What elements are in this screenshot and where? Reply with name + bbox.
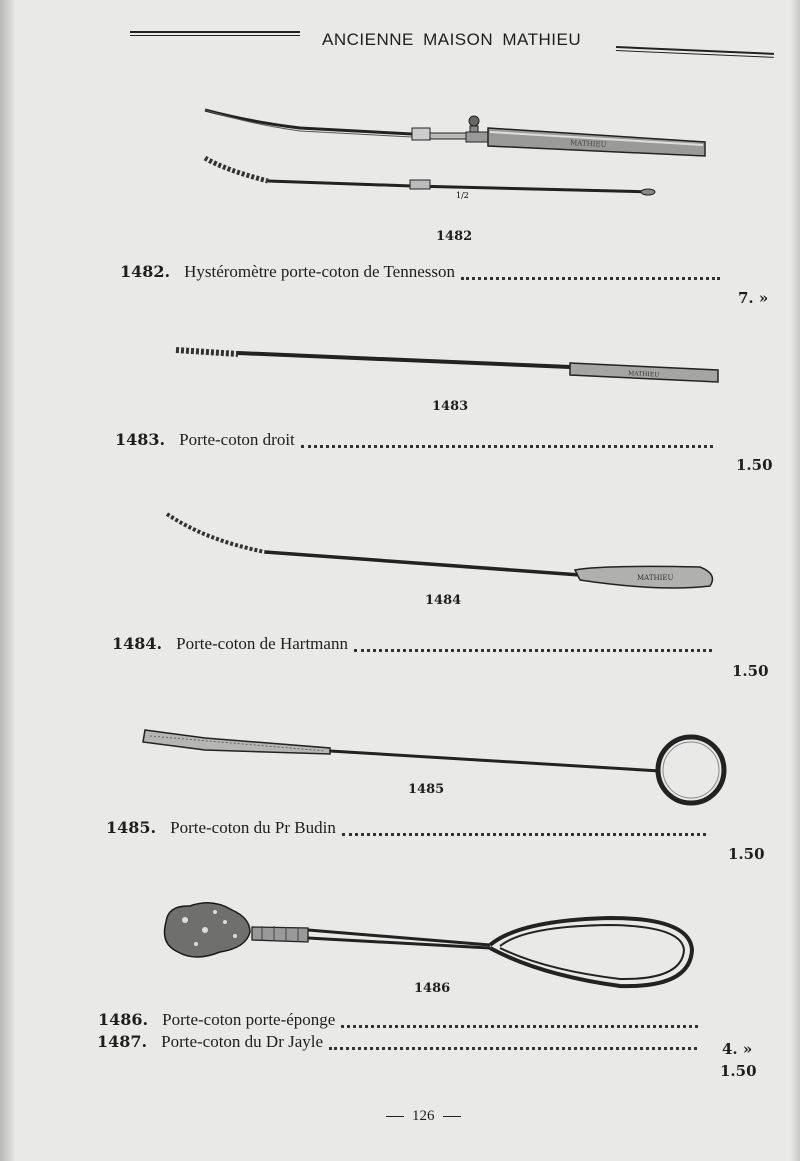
- figure-1484-engraving: MATHIEU: [637, 574, 674, 582]
- item-1487-label: Porte-coton du Dr Jayle: [161, 1032, 324, 1051]
- item-1486-price: 4. »: [722, 1040, 753, 1058]
- item-1482-label: Hystéromètre porte-coton de Tennesson: [184, 262, 455, 281]
- figure-1486-caption: 1486: [414, 981, 451, 996]
- footer-dash-left: [386, 1116, 404, 1117]
- figure-1485-caption: 1485: [408, 782, 445, 797]
- figure-1482-caption: 1482: [436, 229, 473, 244]
- item-1486-line: [98, 1010, 698, 1032]
- item-1483-number: 1483.: [115, 430, 166, 449]
- item-1486-leader-dots: [341, 1015, 698, 1028]
- item-1487-number: 1487.: [97, 1032, 148, 1051]
- item-1485-number: 1485.: [106, 818, 157, 837]
- item-1486-number: 1486.: [98, 1010, 149, 1029]
- page-number: 126: [412, 1108, 435, 1124]
- item-1485-price: 1.50: [728, 845, 765, 863]
- figure-1483-engraving: MATHIEU: [627, 370, 660, 379]
- item-1486-label: Porte-coton porte-éponge: [162, 1010, 336, 1029]
- item-1482-number: 1482.: [120, 262, 171, 281]
- page-footer: [378, 1108, 469, 1125]
- item-1487-price: 1.50: [720, 1062, 757, 1080]
- item-1484-number: 1484.: [112, 634, 163, 653]
- figure-1483-caption: 1483: [432, 399, 469, 414]
- header-title: ANCIENNE MAISON MATHIEU: [322, 30, 582, 49]
- figure-1484-caption: 1484: [425, 593, 462, 608]
- footer-dash-right: [443, 1116, 461, 1117]
- item-1482-price: 7. »: [738, 289, 769, 307]
- item-1484-label: Porte-coton de Hartmann: [176, 634, 348, 653]
- item-1483-price: 1.50: [736, 456, 773, 474]
- figure-1482-engraving: MATHIEU: [569, 139, 607, 149]
- item-1487-line: [97, 1032, 697, 1054]
- item-1483-label: Porte-coton droit: [179, 430, 295, 449]
- figure-1482-scale-label: 1/2: [456, 191, 469, 200]
- item-1487-leader-dots: [329, 1037, 697, 1050]
- item-1485-label: Porte-coton du Pr Budin: [170, 818, 336, 837]
- item-1484-price: 1.50: [732, 662, 769, 680]
